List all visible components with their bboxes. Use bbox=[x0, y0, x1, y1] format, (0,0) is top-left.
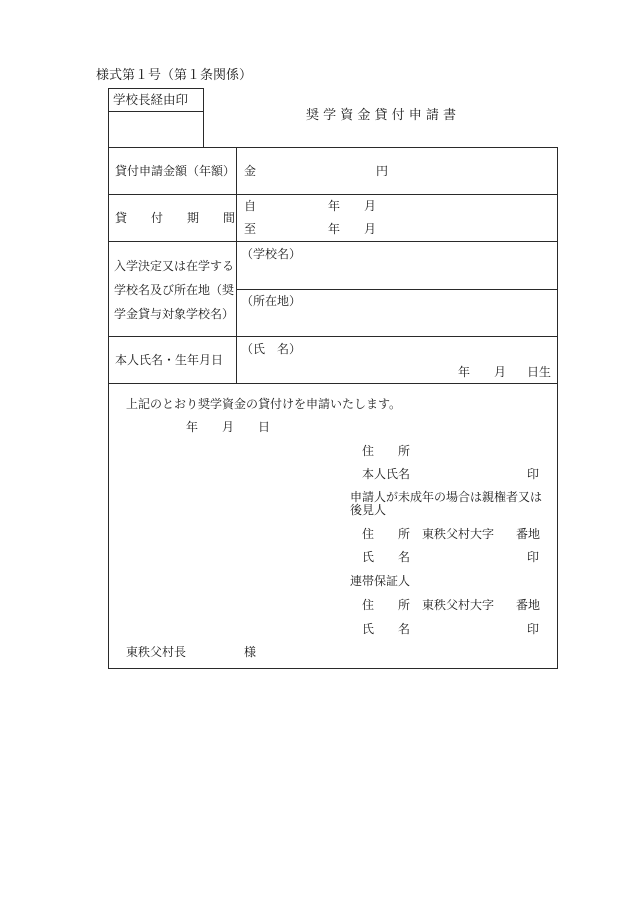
birth-month: 月 bbox=[494, 365, 507, 379]
guardian-heading-line-2: 後見人 bbox=[350, 503, 387, 517]
amount-suffix: 円 bbox=[376, 164, 389, 178]
period-to-label: 至 bbox=[244, 222, 257, 236]
guarantor-address-suffix: 番地 bbox=[516, 598, 541, 612]
guarantor-address-label: 住 所 bbox=[362, 598, 411, 612]
date-month: 月 bbox=[222, 420, 235, 434]
label-column-divider bbox=[236, 147, 237, 384]
honorific: 様 bbox=[244, 645, 257, 659]
person-name-label: （氏 名） bbox=[241, 342, 302, 356]
guardian-name-label: 氏 名 bbox=[362, 550, 411, 564]
birth-day: 日生 bbox=[527, 365, 552, 379]
period-from-month: 月 bbox=[364, 199, 377, 213]
guardian-address-suffix: 番地 bbox=[516, 527, 541, 541]
amount-prefix: 金 bbox=[244, 164, 257, 178]
row-divider-school bbox=[236, 289, 558, 290]
declaration-statement: 上記のとおり奨学資金の貸付けを申請いたします。 bbox=[126, 397, 402, 411]
school-label-line-3: 学金貸与対象学校名） bbox=[114, 307, 235, 321]
row-divider bbox=[108, 194, 558, 195]
guardian-address-value: 東秩父村大字 bbox=[422, 527, 495, 541]
row-divider bbox=[108, 241, 558, 242]
document-title: 奨 学 資 金 貸 付 申 請 書 bbox=[306, 108, 457, 123]
row-divider bbox=[108, 383, 558, 384]
period-label: 貸 付 期 間 bbox=[115, 211, 236, 225]
principal-stamp-box bbox=[108, 88, 204, 148]
guardian-seal: 印 bbox=[527, 550, 540, 564]
period-to-year: 年 bbox=[328, 222, 341, 236]
school-label-line-2: 学校名及び所在地（奨 bbox=[114, 283, 235, 297]
guarantor-seal: 印 bbox=[527, 622, 540, 636]
guarantor-address-value: 東秩父村大字 bbox=[422, 598, 495, 612]
applicant-name-label: 本人氏名 bbox=[362, 467, 411, 481]
applicant-address-label: 住 所 bbox=[362, 444, 411, 458]
amount-label: 貸付申請金額（年額） bbox=[115, 164, 236, 178]
school-label-line-1: 入学決定又は在学する bbox=[114, 259, 235, 273]
stamp-box-divider bbox=[109, 111, 203, 112]
guarantor-heading: 連帯保証人 bbox=[350, 574, 411, 588]
addressee: 東秩父村長 bbox=[126, 645, 187, 659]
form-number: 様式第１号（第１条関係） bbox=[96, 68, 253, 83]
applicant-seal: 印 bbox=[527, 467, 540, 481]
period-from-label: 自 bbox=[244, 199, 257, 213]
row-divider bbox=[108, 336, 558, 337]
stamp-box-label: 学校長経由印 bbox=[113, 92, 189, 107]
school-address-label: （所在地） bbox=[241, 294, 302, 308]
person-label: 本人氏名・生年月日 bbox=[115, 353, 224, 367]
school-name-label: （学校名） bbox=[241, 247, 302, 261]
guarantor-name-label: 氏 名 bbox=[362, 622, 411, 636]
period-from-year: 年 bbox=[328, 199, 341, 213]
guardian-heading-line-1: 申請人が未成年の場合は親権者又は bbox=[350, 490, 543, 504]
date-year: 年 bbox=[186, 420, 199, 434]
date-day: 日 bbox=[258, 420, 271, 434]
period-to-month: 月 bbox=[364, 222, 377, 236]
guardian-address-label: 住 所 bbox=[362, 527, 411, 541]
birth-year: 年 bbox=[458, 365, 471, 379]
